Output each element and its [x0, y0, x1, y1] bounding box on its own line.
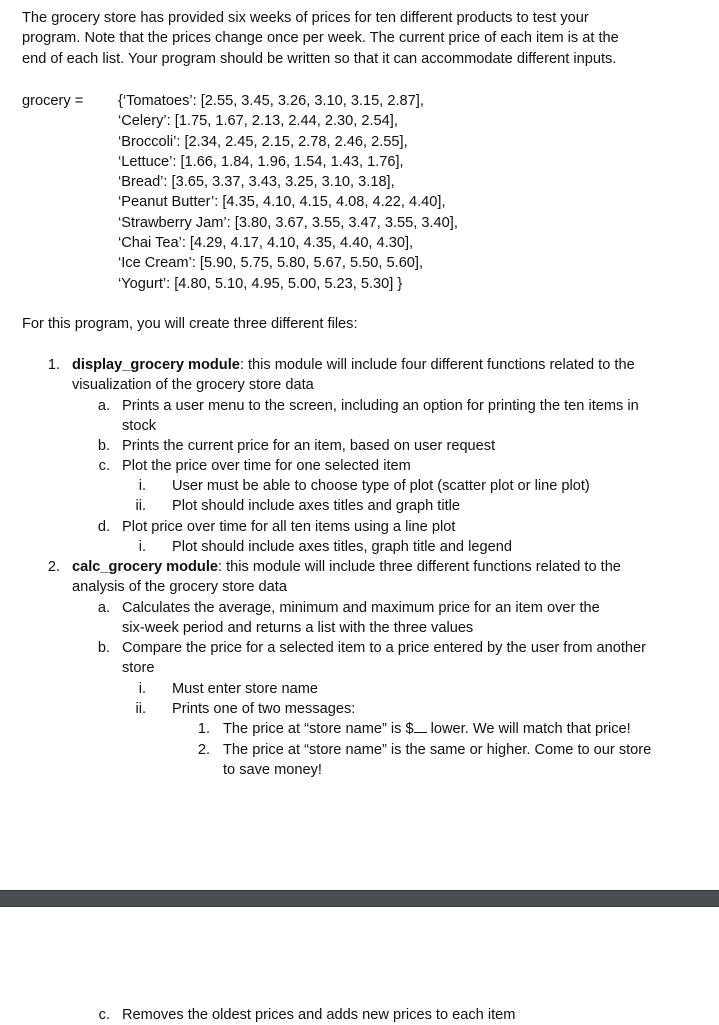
message-text: lower. We will match that price!	[426, 721, 631, 737]
list-marker: d.	[97, 519, 110, 535]
list-marker: 1.	[197, 721, 210, 737]
list-item-text: Must enter store name	[172, 681, 319, 697]
item2-heading	[72, 557, 621, 577]
intro-line: program. Note that the prices change once per week. The current price of each item is at the	[22, 30, 619, 47]
list-item-text: Plot price over time for all ten items using a line plot	[122, 519, 456, 535]
message-text: to save money!	[223, 762, 322, 778]
list-marker: ii.	[135, 498, 146, 514]
list-marker: 1.	[47, 357, 60, 373]
list-item-text: six-week period and returns a list with the three values	[122, 620, 474, 636]
page-divider	[0, 890, 719, 907]
list-item-text: store	[122, 660, 155, 676]
intro-line: end of each list. Your program should be written so that it can accommodate different inputs.	[22, 50, 617, 67]
code-line: ‘Ice Cream’: [5.90, 5.75, 5.80, 5.67, 5.50, 5.60],	[118, 255, 424, 272]
code-line: ‘Broccoli’: [2.34, 2.45, 2.15, 2.78, 2.46, 2.55],	[118, 133, 408, 150]
module-desc-cont: analysis of the grocery store data	[72, 579, 287, 595]
list-marker: i.	[138, 539, 146, 555]
code-line: ‘Peanut Butter’: [4.35, 4.10, 4.15, 4.08, 4.22, 4.40],	[118, 194, 446, 211]
item1-heading	[72, 355, 635, 375]
list-item-text: Plot the price over time for one selected item	[122, 458, 411, 474]
module-desc: : this module will include four different functions related to the	[239, 357, 635, 373]
code-line: ‘Bread’: [3.65, 3.37, 3.43, 3.25, 3.10, 3.18],	[118, 174, 395, 191]
code-line: ‘Yogurt’: [4.80, 5.10, 4.95, 5.00, 5.23, 5.30] }	[118, 275, 403, 292]
message-text: The price at “store name” is $	[223, 721, 414, 737]
list-item-text: User must be able to choose type of plot (scatter plot or line plot)	[172, 478, 590, 494]
list-marker: a.	[97, 600, 110, 616]
code-line: ‘Lettuce’: [1.66, 1.84, 1.96, 1.54, 1.43, 1.76],	[118, 153, 404, 170]
grocery-variable-label: grocery =	[22, 93, 84, 109]
module-name: calc_grocery module	[72, 559, 219, 575]
blank-underline	[414, 720, 427, 733]
list-marker: i.	[138, 681, 146, 697]
list-marker: c.	[98, 1007, 110, 1023]
module-name: display_grocery module	[72, 357, 240, 373]
module-desc-cont: visualization of the grocery store data	[72, 377, 314, 393]
module-desc: : this module will include three different functions related to the	[218, 559, 621, 575]
code-line: ‘Strawberry Jam’: [3.80, 3.67, 3.55, 3.47, 3.55, 3.40],	[118, 214, 458, 231]
list-item-text: Plot should include axes titles and graph title	[172, 498, 460, 514]
list-marker: ii.	[135, 701, 146, 717]
list-item-text: Compare the price for a selected item to a price entered by the user from another	[122, 640, 647, 656]
list-marker: 2.	[197, 742, 210, 758]
message-option	[223, 719, 631, 739]
grocery-dictionary	[118, 91, 458, 294]
list-item-text: Prints one of two messages:	[172, 701, 356, 717]
list-marker: b.	[97, 438, 110, 454]
list-marker: c.	[98, 458, 110, 474]
code-line: ‘Chai Tea’: [4.29, 4.17, 4.10, 4.35, 4.40, 4.30],	[118, 235, 414, 252]
list-item-text: Plot should include axes titles, graph title and legend	[172, 539, 512, 555]
list-marker: a.	[97, 398, 110, 414]
list-marker: b.	[97, 640, 110, 656]
program-intro: For this program, you will create three different files:	[22, 316, 358, 332]
list-item-text: Calculates the average, minimum and maximum price for an item over the	[122, 600, 600, 616]
list-item-text: Prints the current price for an item, based on user request	[122, 438, 496, 454]
message-text: The price at “store name” is the same or higher. Come to our store	[223, 742, 652, 758]
list-marker: i.	[138, 478, 146, 494]
list-marker: 2.	[47, 559, 60, 575]
intro-paragraph	[22, 8, 619, 69]
list-item-text: Removes the oldest prices and adds new prices to each item	[122, 1007, 516, 1023]
list-item-text: stock	[122, 418, 157, 434]
intro-line: The grocery store has provided six weeks of prices for ten different products to test your	[22, 10, 589, 26]
code-line: ‘Celery’: [1.75, 1.67, 2.13, 2.44, 2.30, 2.54],	[118, 113, 398, 130]
code-line: {‘Tomatoes’: [2.55, 3.45, 3.26, 3.10, 3.15, 2.87],	[118, 93, 424, 109]
list-item-text: Prints a user menu to the screen, including an option for printing the ten items in	[122, 398, 639, 414]
